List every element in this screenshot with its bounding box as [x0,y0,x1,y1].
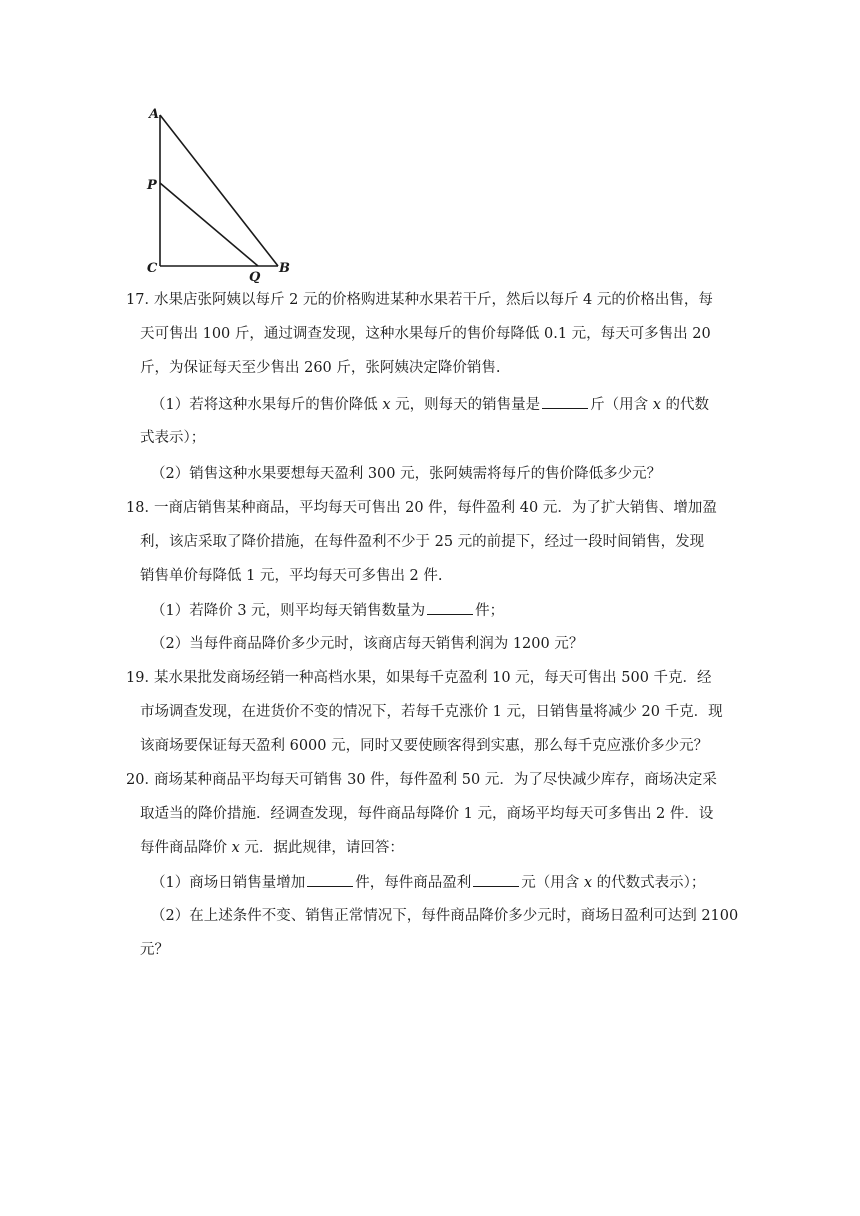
q20-text-3: 每件商品降价 x 元．据此规律，请回答： [140,840,404,856]
segment-ab [160,115,278,266]
q19-text-3: 该商场要保证每天盈利 6000 元，同时又要使顾客得到实惠，那么每千克应涨价多少元？ [140,738,709,754]
q17-text-3: 斤，为保证每天至少售出 260 斤，张阿姨决定降价销售. [140,360,501,376]
label-b: B [279,261,290,276]
answer-blank[interactable] [473,872,519,887]
q20-text-1: 商场某种商品平均每天可销售 30 件，每件盈利 50 元．为了尽快减少库存，商场决定采 [154,772,717,788]
answer-blank[interactable] [427,600,473,615]
label-q: Q [249,270,261,283]
triangle-diagram [138,98,298,283]
triangle-figure [138,98,298,283]
label-c: C [147,261,158,276]
q20-sub2-text-2: 元？ [140,942,169,958]
q17-sub1-text-2: 式表示）； [140,430,206,446]
q20-number: 20． [126,772,159,788]
q20-sub1-text: （1）商场日销售量增加 件，每件商品盈利 元（用含 x 的代数式表示）； [151,872,705,893]
answer-blank[interactable] [307,872,353,887]
q17-text-1: 水果店张阿姨以每斤 2 元的价格购进某种水果若干斤，然后以每斤 4 元的价格出售，每 [154,292,713,308]
q20-sub2-text: （2）在上述条件不变、销售正常情况下，每件商品降价多少元时，商场日盈利可达到 2100 [151,908,739,924]
q20-text-2: 取适当的降价措施．经调查发现，每件商品每降价 1 元，商场平均每天可多售出 2 件．设 [140,806,714,822]
segment-pq [160,183,258,266]
q18-sub2-text: （2）当每件商品降价多少元时，该商店每天销售利润为 1200 元？ [151,636,584,652]
label-a: A [149,107,160,122]
q19-text-2: 市场调查发现，在进货价不变的情况下，若每千克涨价 1 元，日销售量将减少 20 千克．现 [140,704,723,720]
q18-sub1-text: （1）若降价 3 元，则平均每天销售数量为 件； [151,600,504,621]
q17-sub2-text: （2）销售这种水果要想每天盈利 300 元，张阿姨需将每斤的售价降低多少元？ [151,466,662,482]
q17-text-2: 天可售出 100 斤，通过调查发现，这种水果每斤的售价每降低 0.1 元，每天可多售出 20 [140,326,711,342]
q18-number: 18． [126,500,159,516]
q19-text-1: 某水果批发商场经销一种高档水果，如果每千克盈利 10 元，每天可售出 500 千克．经 [154,670,712,686]
q18-text-1: 一商店销售某种商品，平均每天可售出 20 件，每件盈利 40 元．为了扩大销售、增加盈 [154,500,717,516]
q17-sub1-text: （1）若将这种水果每斤的售价降低 x 元，则每天的销售量是 斤（用含 x 的代数 [151,394,709,415]
q17-number: 17． [126,292,159,308]
q18-text-3: 销售单价每降低 1 元，平均每天可多售出 2 件. [140,568,443,584]
label-p: P [147,178,157,193]
q18-text-2: 利，该店采取了降价措施，在每件盈利不少于 25 元的前提下，经过一段时间销售，发现 [140,534,705,550]
answer-blank[interactable] [542,394,588,409]
q19-number: 19． [126,670,159,686]
